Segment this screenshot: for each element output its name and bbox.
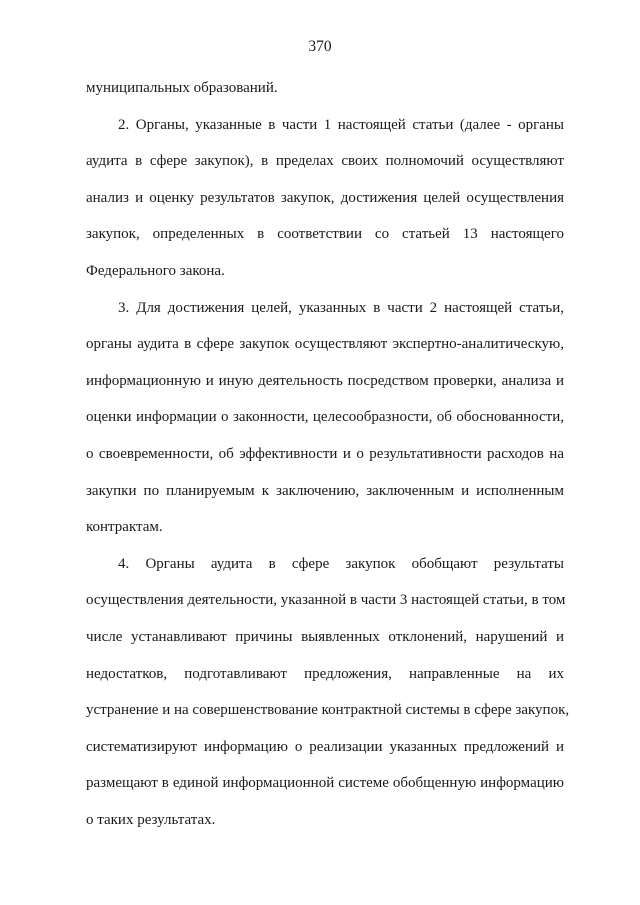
page-number: 370 bbox=[308, 38, 332, 55]
text-line: размещают в единой информационной системе обобщенную информацию bbox=[86, 775, 564, 792]
paragraph-item-2 bbox=[86, 107, 564, 290]
text-line: 2. Органы, указанные в части 1 настоящей статьи (далее - органы bbox=[118, 116, 564, 133]
text-line: муниципальных образований. bbox=[86, 80, 278, 96]
text-line: органы аудита в сфере закупок осуществляют экспертно-аналитическую, bbox=[86, 336, 564, 353]
text-line: о таких результатах. bbox=[86, 811, 216, 828]
text-line: информационную и иную деятельность посредством проверки, анализа и bbox=[86, 372, 564, 389]
text-line: 4. Органы аудита в сфере закупок обобщают результаты bbox=[118, 555, 564, 572]
text-line: Федерального закона. bbox=[86, 262, 225, 279]
text-line: аудита в сфере закупок), в пределах своих полномочий осуществляют bbox=[86, 153, 564, 170]
text-line: систематизируют информацию о реализации указанных предложений и bbox=[86, 738, 564, 755]
text-line: о своевременности, об эффективности и о результативности расходов на bbox=[86, 445, 564, 462]
text-line: недостатков, подготавливают предложения, направленные на их bbox=[86, 665, 564, 682]
text-line: закупок, определенных в соответствии со статьей 13 настоящего bbox=[86, 226, 564, 243]
text-line: контрактам. bbox=[86, 519, 163, 536]
paragraph-continuation bbox=[86, 70, 564, 107]
text-line: оценки информации о законности, целесообразности, об обоснованности, bbox=[86, 409, 564, 426]
text-line: анализ и оценку результатов закупок, достижения целей осуществления bbox=[86, 189, 564, 206]
text-line: числе устанавливают причины выявленных отклонений, нарушений и bbox=[86, 628, 564, 645]
text-line: 3. Для достижения целей, указанных в части 2 настоящей статьи, bbox=[118, 299, 564, 316]
text-line: осуществления деятельности, указанной в части 3 настоящей статьи, в том bbox=[86, 592, 566, 609]
paragraph-item-3 bbox=[86, 290, 564, 546]
body-text bbox=[86, 70, 570, 838]
paragraph-item-4 bbox=[86, 546, 570, 839]
text-line: устранение и на совершенствование контрактной системы в сфере закупок, bbox=[86, 702, 570, 719]
text-line: закупки по планируемым к заключению, заключенным и исполненным bbox=[86, 482, 564, 499]
